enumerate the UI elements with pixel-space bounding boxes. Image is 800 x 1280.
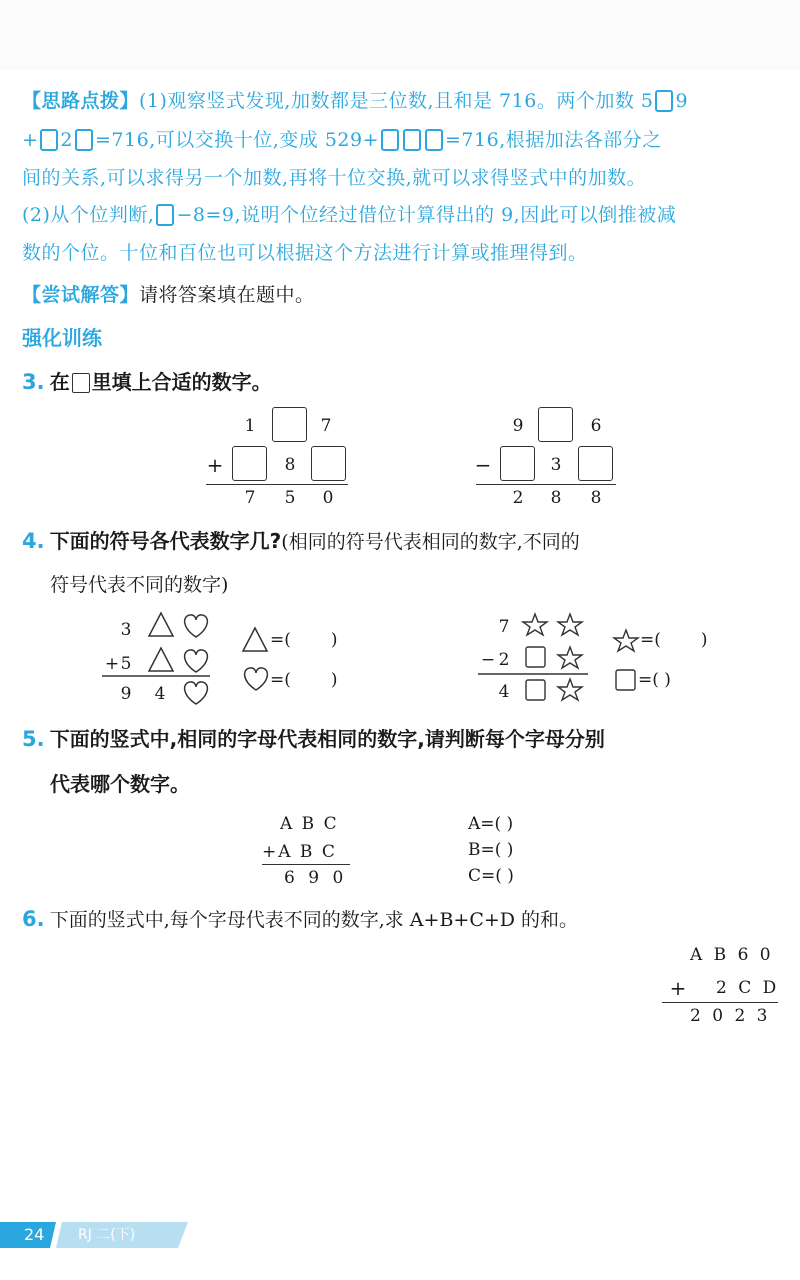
square-icon — [526, 680, 545, 700]
heart-icon — [185, 615, 208, 637]
heart-answer[interactable]: =( ) — [270, 670, 338, 690]
star-answer[interactable]: =( ) — [640, 630, 708, 650]
q5-stem-1: 5. 下面的竖式中,相同的字母代表相同的数字,请判断每个字母分别 — [22, 727, 605, 751]
star-icon — [523, 614, 547, 635]
triangle-answer[interactable]: =( ) — [270, 630, 338, 650]
q5-stem-2: 代表哪个数字。 — [50, 772, 190, 796]
hint-line-4: (2)从个位判断, −8=9,说明个位经过借位计算得出的 9,因此可以倒推被减 — [22, 204, 677, 226]
answer-tag: 【尝试解答】 — [22, 284, 140, 306]
q6-stem: 6. 下面的竖式中,每个字母代表不同的数字,求 A+B+C+D 的和。 — [22, 907, 579, 931]
q4-stem-1: 4. 下面的符号各代表数字几?(相同的符号代表相同的数字,不同的 — [22, 529, 580, 553]
a-answer[interactable]: A=( ) — [468, 814, 514, 834]
hint-line-1: 【思路点拨】(1)观察竖式发现,加数都是三位数,且和是 716。两个加数 5 9 — [22, 90, 689, 112]
triangle-icon — [243, 628, 267, 651]
hint-line-3: 间的关系,可以求得另一个加数,再将十位交换,就可以求得竖式中的加数。 — [22, 167, 647, 189]
triangle-icon — [149, 613, 173, 636]
heart-icon — [245, 668, 268, 690]
hint-line-2: + 2 =716,可以交换十位,变成 529+ =716,根据加法各部分之 — [22, 129, 662, 151]
square-icon — [616, 670, 635, 690]
c-answer[interactable]: C=( ) — [468, 866, 514, 886]
star-icon — [558, 614, 582, 635]
star-icon — [558, 647, 582, 668]
square-answer[interactable]: =( ) — [638, 670, 671, 690]
triangle-icon — [149, 648, 173, 671]
b-answer[interactable]: B=( ) — [468, 840, 514, 860]
heart-icon — [185, 682, 208, 704]
square-icon — [526, 647, 545, 667]
star-icon — [614, 630, 638, 651]
heart-icon — [185, 650, 208, 672]
page-number: 24 — [24, 1225, 45, 1244]
section-title: 强化训练 — [22, 326, 102, 350]
q4-stem-2: 符号代表不同的数字) — [50, 574, 229, 596]
answer-line: 【尝试解答】请将答案填在题中。 — [22, 284, 315, 306]
hint-tag: 【思路点拨】 — [22, 90, 140, 112]
q3-stem: 3. 在 里填上合适的数字。 — [22, 370, 272, 394]
book-label: RJ 二(下) — [78, 1227, 136, 1243]
star-icon — [558, 679, 582, 700]
hint-line-5: 数的个位。十位和百位也可以根据这个方法进行计算或推理得到。 — [22, 242, 588, 264]
